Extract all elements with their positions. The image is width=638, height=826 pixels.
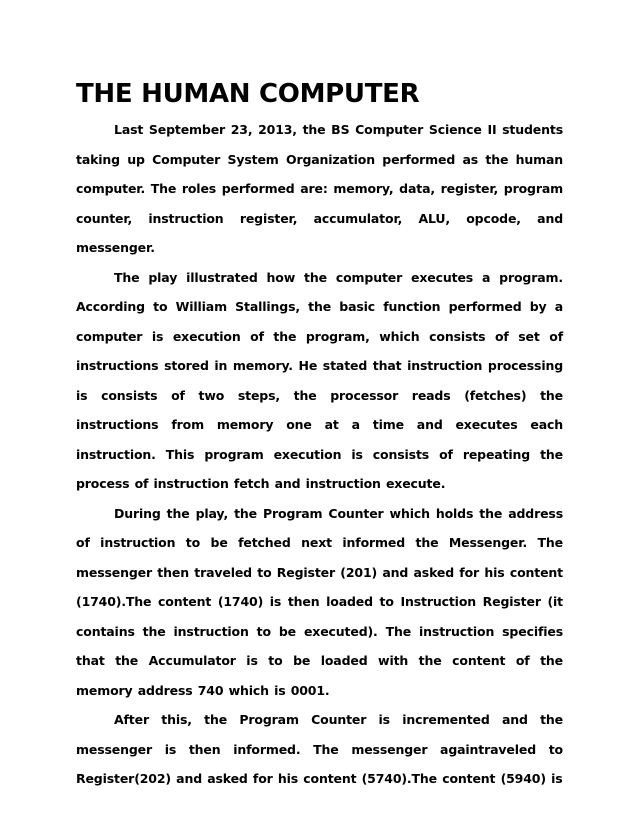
document-title: THE HUMAN COMPUTER — [76, 79, 420, 109]
paragraph-2: The play illustrated how the computer executes a program. According to William Stallings, the basic function performed by a computer is execution of the program, which consists of set of instructions stored in memory. He stated that instruction processing is consists of two steps, the processor reads (fetches) the instructions from memory one at a time and executes each instruction. This program execution is consists of repeating the process of instruction fetch and instruction execute. — [76, 269, 563, 491]
paragraph-3: During the play, the Program Counter which holds the address of instruction to be fetched next informed the Messenger. The messenger then traveled to Register (201) and asked for his content (1740).The content (1740) is then loaded to Instruction Register (it contains the instruction to be executed). The instruction specifies that the Accumulator is to be loaded with the content of the memory address 740 which is 0001. — [76, 505, 563, 698]
paragraph-4: After this, the Program Counter is incremented and the messenger is then informed. The messenger againtraveled to Register(202) and asked for his content (5740).The content (5940) is — [76, 712, 563, 786]
paragraph-1: Last September 23, 2013, the BS Computer Science II students taking up Computer System Organization performed as the human computer. The roles performed are: memory, data, register, program counter, instruction register, accumulator, ALU, opcode, and messenger. — [76, 122, 563, 255]
document-body — [76, 115, 563, 794]
